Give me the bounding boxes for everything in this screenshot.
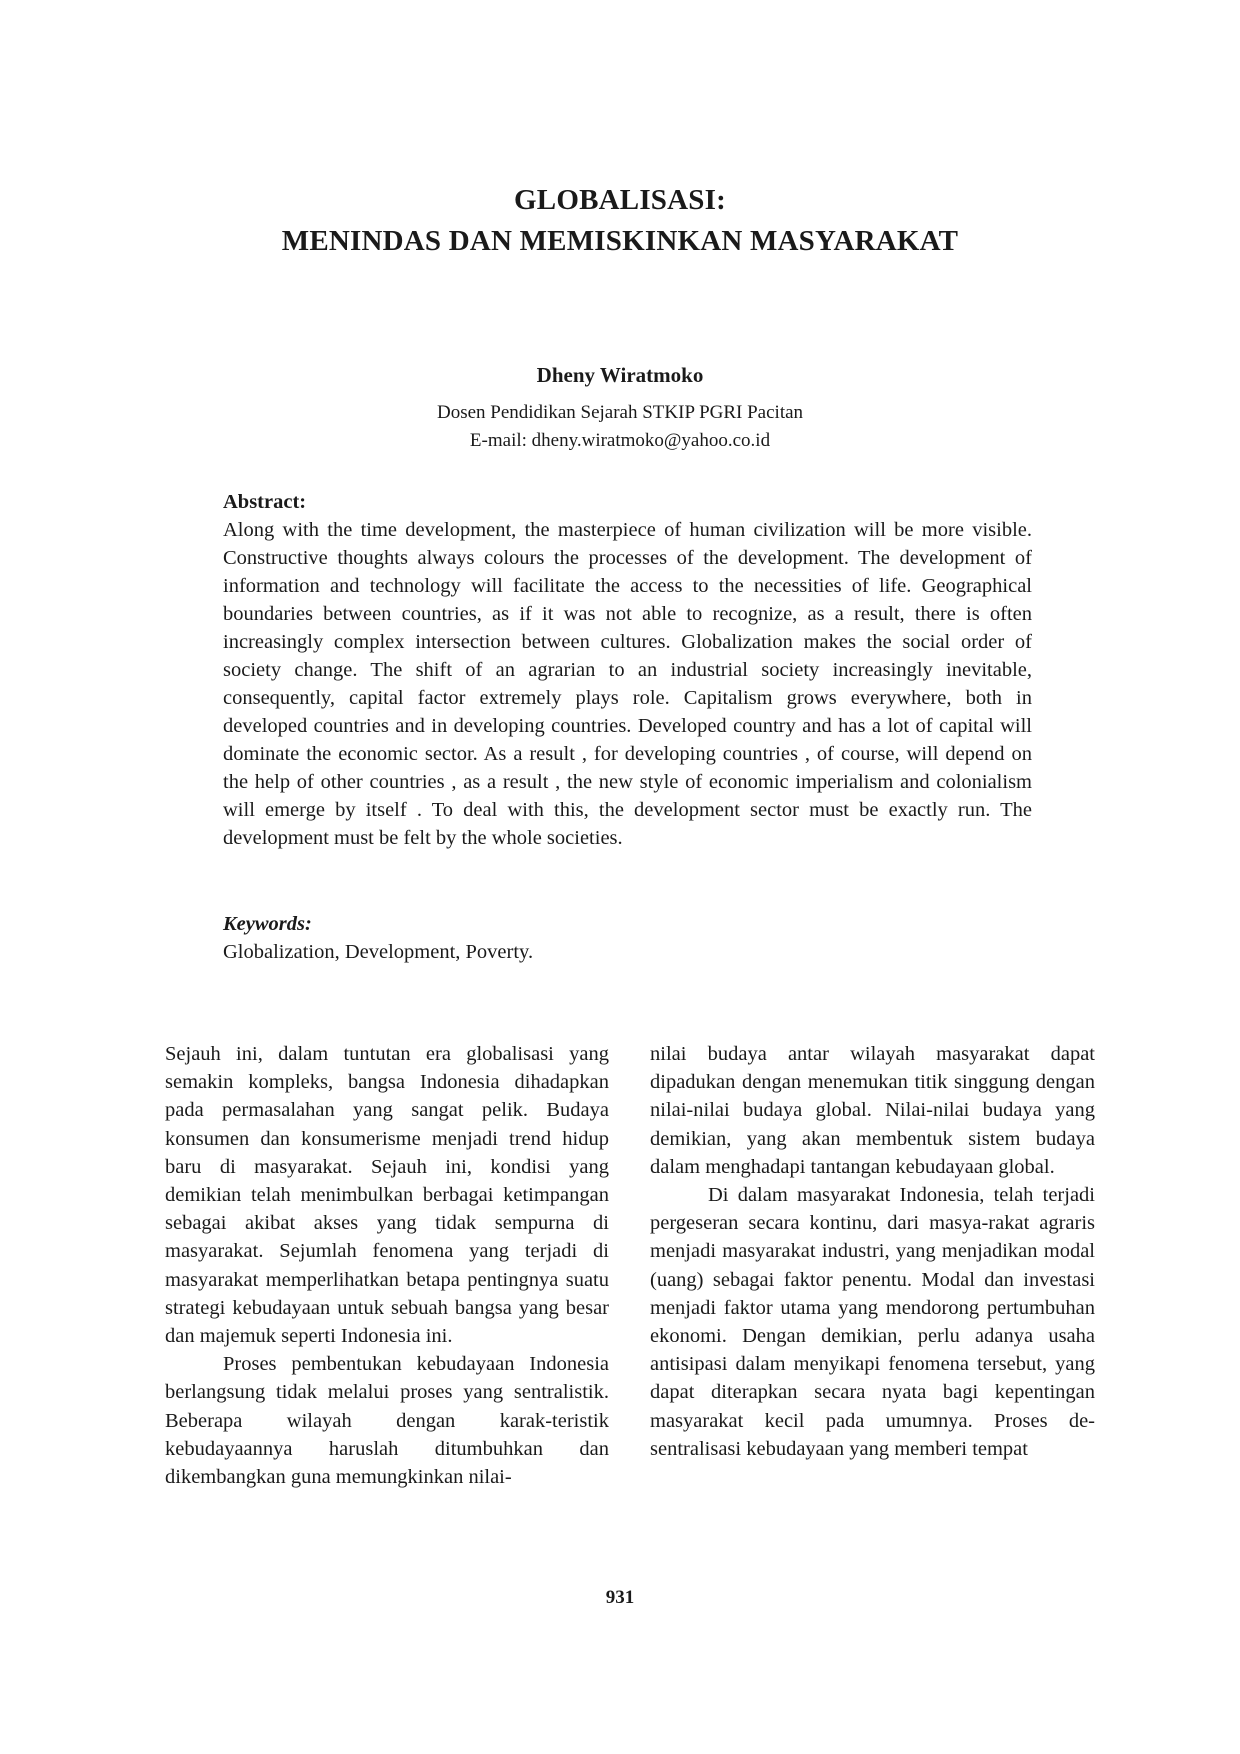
- abstract-section: [223, 488, 1032, 852]
- body-column-left: [165, 1040, 609, 1491]
- abstract-text: Along with the time development, the masterpiece of human civilization will be more visible. Constructive thoughts always colours the processes of the development. The development of information and technology will facilitate the access to the necessities of life. Geographical boundaries between countries, as if it was not able to recognize, as a result, there is often increasingly complex intersection between cultures. Globalization makes the social order of society change. The shift of an agrarian to an industrial society increasingly inevitable, consequently, capital factor extremely plays role. Capitalism grows everywhere, both in developed countries and in developing countries. Developed country and has a lot of capital will dominate the economic sector. As a result , for developing countries , of course, will depend on the help of other countries , as a result , the new style of economic imperialism and colonialism will emerge by itself . To deal with this, the development sector must be exactly run. The development must be felt by the whole societies.: [223, 519, 1032, 849]
- abstract-label: Abstract:: [223, 491, 307, 513]
- body-column-right: [650, 1040, 1095, 1463]
- keywords-label: Keywords:: [223, 913, 312, 935]
- body-paragraph: Proses pembentukan kebudayaan Indonesia berlangsung tidak melalui proses yang sentralistik. Beberapa wilayah dengan karak-teristik kebudayaannya haruslah ditumbuhkan dan dikembangkan guna memungkinkan nilai-: [165, 1353, 609, 1489]
- body-paragraph: Sejauh ini, dalam tuntutan era globalisasi yang semakin kompleks, bangsa Indonesia dihadapkan pada permasalahan yang sangat pelik. Budaya konsumen dan konsumerisme menjadi trend hidup baru di masyarakat. Sejauh ini, kondisi yang demikian telah menimbulkan berbagai ketimpangan sebagai akibat akses yang tidak sempurna di masyarakat. Sejumlah fenomena yang terjadi di masyarakat memperlihatkan betapa pentingnya suatu strategi kebudayaan untuk sebuah bangsa yang besar dan majemuk seperti Indonesia ini.: [165, 1043, 609, 1348]
- keywords-section: [223, 910, 1032, 966]
- paper-title-line-1: GLOBALISASI:: [514, 184, 726, 216]
- page-number: 931: [605, 1587, 635, 1608]
- body-paragraph: nilai budaya antar wilayah masyarakat dapat dipadukan dengan menemukan titik singgung dengan nilai-nilai budaya global. Nilai-nilai budaya yang demikian, yang akan membentuk sistem budaya dalam menghadapi tantangan kebudayaan global.: [650, 1043, 1095, 1178]
- body-paragraph: Di dalam masyarakat Indonesia, telah terjadi pergeseran secara kontinu, dari masya-rakat agraris menjadi masyarakat industri, yang menjadikan modal (uang) sebagai faktor penentu. Modal dan investasi menjadi faktor utama yang mendorong pertumbuhan ekonomi. Dengan demikian, perlu adanya usaha antisipasi dalam menyikapi fenomena tersebut, yang dapat diterapkan secara nyata bagi kepentingan masyarakat kecil pada umumnya. Proses de-sentralisasi kebudayaan yang memberi tempat: [650, 1184, 1095, 1460]
- author-email: E-mail: dheny.wiratmoko@yahoo.co.id: [469, 430, 771, 451]
- author-affiliation: Dosen Pendidikan Sejarah STKIP PGRI Pacitan: [436, 402, 804, 423]
- author-name: Dheny Wiratmoko: [536, 363, 704, 387]
- paper-title-line-2: MENINDAS DAN MEMISKINKAN MASYARAKAT: [281, 225, 959, 257]
- keywords-text: Globalization, Development, Poverty.: [223, 941, 534, 963]
